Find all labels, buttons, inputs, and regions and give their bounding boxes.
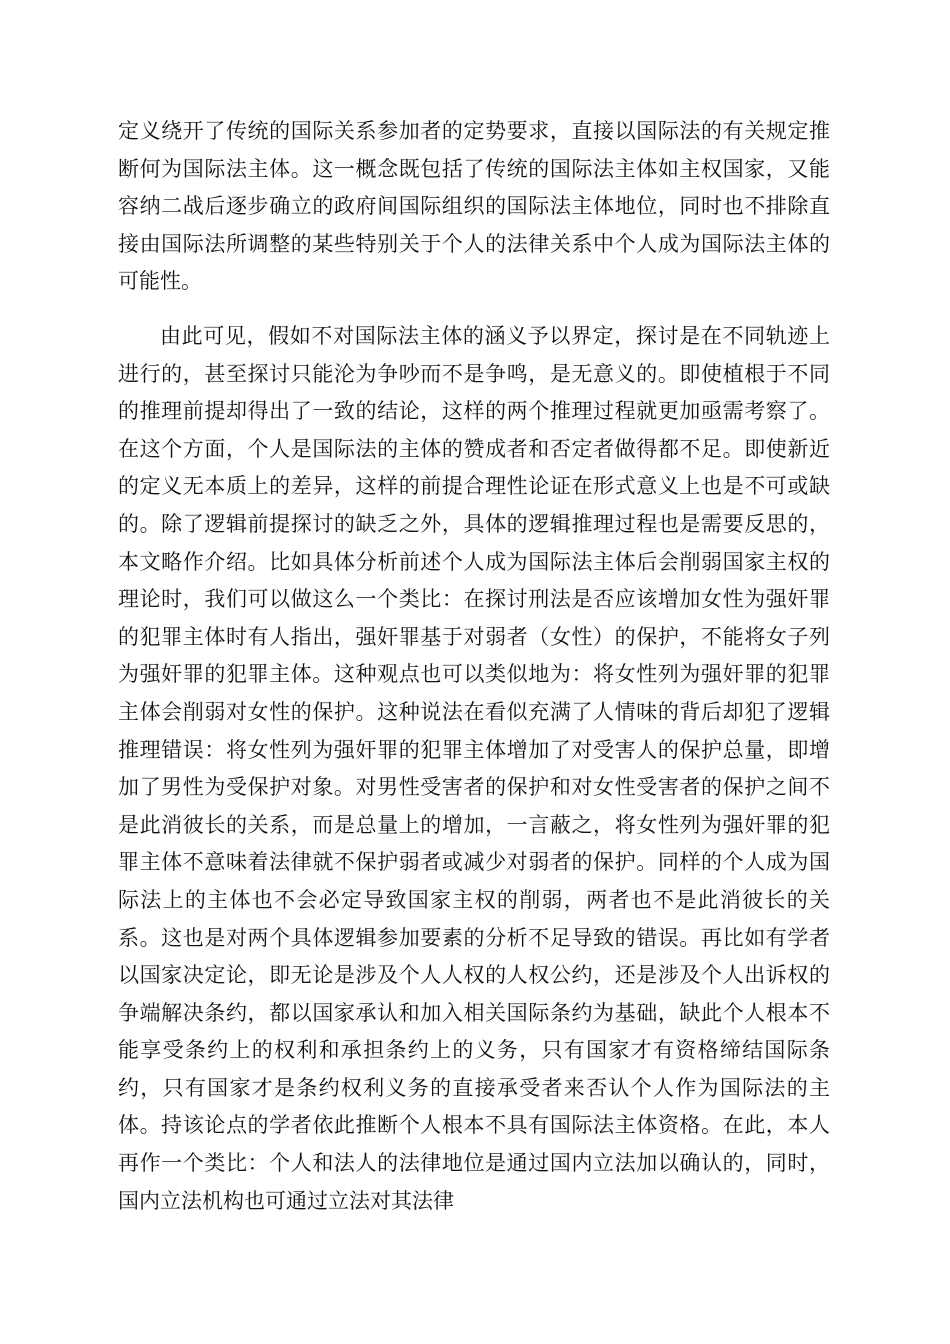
paragraph-main: 由此可见，假如不对国际法主体的涵义予以界定，探讨是在不同轨迹上进行的，甚至探讨只能沦为争吵而不是争鸣，是无意义的。即使植根于不同的推理前提却得出了一致的结论，这样的两个推理过程就更加亟需考察了。在这个方面，个人是国际法的主体的赞成者和否定者做得都不足。即使新近的定义无本质上的差异，这样的前提合理性论证在形式意义上也是不可或缺的。除了逻辑前提探讨的缺乏之外，具体的逻辑推理过程也是需要反思的，本文略作介绍。比如具体分析前述个人成为国际法主体后会削弱国家主权的理论时，我们可以做这么一个类比：在探讨刑法是否应该增加女性为强奸罪的犯罪主体时有人指出，强奸罪基于对弱者（女性）的保护，不能将女子列为强奸罪的犯罪主体。这种观点也可以类似地为：将女性列为强奸罪的犯罪主体会削弱对女性的保护。这种说法在看似充满了人情味的背后却犯了逻辑推理错误：将女性列为强奸罪的犯罪主体增加了对受害人的保护总量，即增加了男性为受保护对象。对男性受害者的保护和对女性受害者的保护之间不是此消彼长的关系，而是总量上的增加，一言蔽之，将女性列为强奸罪的犯罪主体不意味着法律就不保护弱者或减少对弱者的保护。同样的个人成为国际法上的主体也不会必定导致国家主权的削弱，两者也不是此消彼长的关系。这也是对两个具体逻辑参加要素的分析不足导致的错误。再比如有学者以国家决定论，即无论是涉及个人人权的人权公约，还是涉及个人出诉权的争端解决条约，都以国家承认和加入相关国际条约为基础，缺此个人根本不能享受条约上的权利和承担条约上的义务，只有国家才有资格缔结国际条约，只有国家才是条约权利义务的直接承受者来否认个人作为国际法的主体。持该论点的学者依此推断个人根本不具有国际法主体资格。在此，本人再作一个类比：个人和法人的法律地位是通过国内立法加以确认的，同时，国内立法机构也可通过立法对其法律 — [118, 324, 830, 1213]
paragraph-continued: 定义绕开了传统的国际关系参加者的定势要求，直接以国际法的有关规定推断何为国际法主体。这一概念既包括了传统的国际法主体如主权国家，又能容纳二战后逐步确立的政府间国际组织的国际法主体地位，同时也不排除直接由国际法所调整的某些特别关于个人的法律关系中个人成为国际法主体的可能性。 — [118, 119, 830, 294]
